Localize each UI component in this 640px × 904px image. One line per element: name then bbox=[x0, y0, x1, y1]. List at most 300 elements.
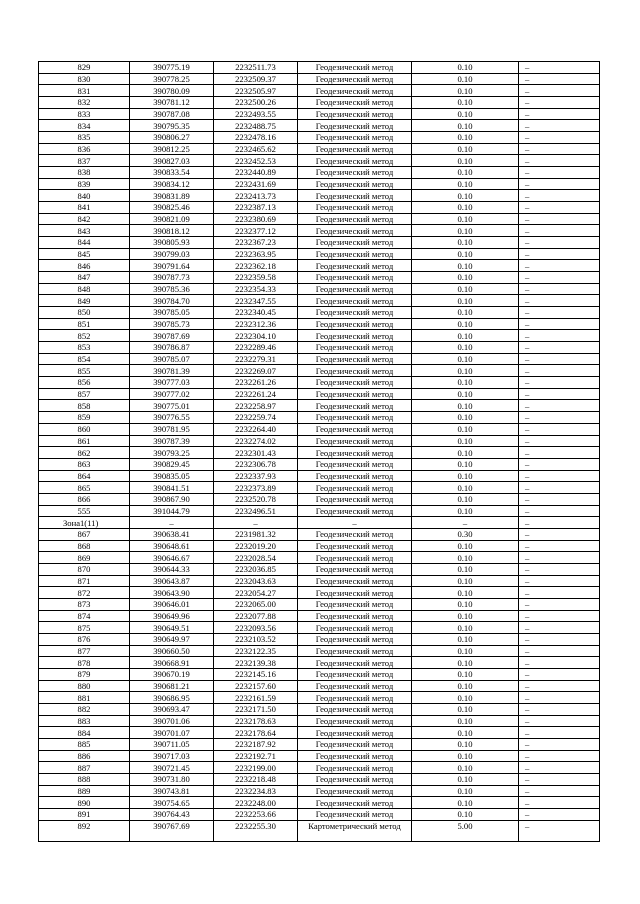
method-cell: Геодезический метод bbox=[298, 773, 412, 785]
x-coordinate-cell: 390785.05 bbox=[130, 307, 214, 319]
description-cell: – bbox=[519, 750, 600, 762]
x-coordinate-cell: 390777.02 bbox=[130, 388, 214, 400]
x-coordinate-cell: 390791.64 bbox=[130, 260, 214, 272]
y-coordinate-cell: 2232431.69 bbox=[214, 178, 298, 190]
table-row bbox=[39, 598, 600, 610]
table-row bbox=[39, 190, 600, 202]
point-number-cell: 555 bbox=[39, 505, 130, 517]
accuracy-cell: 0.10 bbox=[412, 610, 519, 622]
x-coordinate-cell: 390818.12 bbox=[130, 225, 214, 237]
method-cell: Геодезический метод bbox=[298, 645, 412, 657]
point-number-cell: 865 bbox=[39, 482, 130, 494]
x-coordinate-cell: 390806.27 bbox=[130, 132, 214, 144]
x-coordinate-cell: 390648.61 bbox=[130, 540, 214, 552]
y-coordinate-cell: 2232258.97 bbox=[214, 400, 298, 412]
method-cell: Геодезический метод bbox=[298, 295, 412, 307]
description-cell: – bbox=[519, 809, 600, 821]
table-body bbox=[39, 62, 600, 842]
y-coordinate-cell: 2232161.59 bbox=[214, 692, 298, 704]
description-cell: – bbox=[519, 482, 600, 494]
description-cell: – bbox=[519, 307, 600, 319]
x-coordinate-cell: 390670.19 bbox=[130, 668, 214, 680]
point-number-cell: 852 bbox=[39, 330, 130, 342]
y-coordinate-cell: 2232274.02 bbox=[214, 435, 298, 447]
point-number-cell: 859 bbox=[39, 412, 130, 424]
accuracy-cell: 0.10 bbox=[412, 773, 519, 785]
description-cell: – bbox=[519, 388, 600, 400]
point-number-cell: 874 bbox=[39, 610, 130, 622]
method-cell: Геодезический метод bbox=[298, 190, 412, 202]
x-coordinate-cell: 390775.01 bbox=[130, 400, 214, 412]
point-number-cell: 830 bbox=[39, 73, 130, 85]
table-row bbox=[39, 132, 600, 144]
accuracy-cell: 0.10 bbox=[412, 178, 519, 190]
y-coordinate-cell: 2232362.18 bbox=[214, 260, 298, 272]
method-cell: Геодезический метод bbox=[298, 528, 412, 540]
description-cell: – bbox=[519, 447, 600, 459]
table-row bbox=[39, 412, 600, 424]
description-cell: – bbox=[519, 202, 600, 214]
x-coordinate-cell: 390781.39 bbox=[130, 365, 214, 377]
description-cell: – bbox=[519, 108, 600, 120]
point-number-cell: 837 bbox=[39, 155, 130, 167]
description-cell: – bbox=[519, 423, 600, 435]
point-number-cell: 845 bbox=[39, 248, 130, 260]
method-cell: Геодезический метод bbox=[298, 575, 412, 587]
method-cell: Геодезический метод bbox=[298, 435, 412, 447]
point-number-cell: 856 bbox=[39, 377, 130, 389]
y-coordinate-cell: 2232306.78 bbox=[214, 458, 298, 470]
y-coordinate-cell: 2232077.88 bbox=[214, 610, 298, 622]
method-cell: Геодезический метод bbox=[298, 85, 412, 97]
accuracy-cell: 0.10 bbox=[412, 715, 519, 727]
method-cell: Геодезический метод bbox=[298, 108, 412, 120]
x-coordinate-cell: 390787.39 bbox=[130, 435, 214, 447]
method-cell: Геодезический метод bbox=[298, 750, 412, 762]
table-row bbox=[39, 528, 600, 540]
y-coordinate-cell: 2232413.73 bbox=[214, 190, 298, 202]
point-number-cell: 890 bbox=[39, 797, 130, 809]
x-coordinate-cell: 390835.05 bbox=[130, 470, 214, 482]
accuracy-cell: 0.10 bbox=[412, 400, 519, 412]
accuracy-cell: 0.10 bbox=[412, 587, 519, 599]
point-number-cell: 861 bbox=[39, 435, 130, 447]
description-cell: – bbox=[519, 353, 600, 365]
point-number-cell: 847 bbox=[39, 272, 130, 284]
accuracy-cell: 0.10 bbox=[412, 692, 519, 704]
table-row bbox=[39, 470, 600, 482]
accuracy-cell: 0.10 bbox=[412, 797, 519, 809]
description-cell: – bbox=[519, 435, 600, 447]
x-coordinate-cell: 390780.09 bbox=[130, 85, 214, 97]
description-cell: – bbox=[519, 703, 600, 715]
table-row bbox=[39, 692, 600, 704]
y-coordinate-cell: 2232289.46 bbox=[214, 342, 298, 354]
table-row bbox=[39, 202, 600, 214]
description-cell: – bbox=[519, 97, 600, 109]
description-cell: – bbox=[519, 668, 600, 680]
accuracy-cell: 0.10 bbox=[412, 330, 519, 342]
accuracy-cell: – bbox=[412, 517, 519, 529]
method-cell: Геодезический метод bbox=[298, 225, 412, 237]
point-number-cell: 873 bbox=[39, 598, 130, 610]
method-cell: Геодезический метод bbox=[298, 657, 412, 669]
description-cell: – bbox=[519, 132, 600, 144]
y-coordinate-cell: 2232178.64 bbox=[214, 727, 298, 739]
x-coordinate-cell: 390767.69 bbox=[130, 820, 214, 841]
table-row bbox=[39, 505, 600, 517]
y-coordinate-cell: 2232520.78 bbox=[214, 493, 298, 505]
method-cell: Геодезический метод bbox=[298, 505, 412, 517]
description-cell: – bbox=[519, 342, 600, 354]
y-coordinate-cell: 2232199.00 bbox=[214, 762, 298, 774]
x-coordinate-cell: 390833.54 bbox=[130, 167, 214, 179]
table-row bbox=[39, 295, 600, 307]
accuracy-cell: 0.10 bbox=[412, 295, 519, 307]
accuracy-cell: 0.10 bbox=[412, 657, 519, 669]
accuracy-cell: 0.10 bbox=[412, 377, 519, 389]
description-cell: – bbox=[519, 820, 600, 841]
accuracy-cell: 0.10 bbox=[412, 762, 519, 774]
y-coordinate-cell: 2232145.16 bbox=[214, 668, 298, 680]
x-coordinate-cell: 390649.96 bbox=[130, 610, 214, 622]
y-coordinate-cell: 2232488.75 bbox=[214, 120, 298, 132]
method-cell: Геодезический метод bbox=[298, 365, 412, 377]
method-cell: Геодезический метод bbox=[298, 587, 412, 599]
x-coordinate-cell: 390644.33 bbox=[130, 563, 214, 575]
point-number-cell: 868 bbox=[39, 540, 130, 552]
table-row bbox=[39, 622, 600, 634]
table-row bbox=[39, 750, 600, 762]
x-coordinate-cell: 390795.35 bbox=[130, 120, 214, 132]
accuracy-cell: 0.10 bbox=[412, 633, 519, 645]
description-cell: – bbox=[519, 283, 600, 295]
point-number-cell: 857 bbox=[39, 388, 130, 400]
point-number-cell: 882 bbox=[39, 703, 130, 715]
y-coordinate-cell: 2232122.35 bbox=[214, 645, 298, 657]
method-cell: Геодезический метод bbox=[298, 237, 412, 249]
x-coordinate-cell: 390786.87 bbox=[130, 342, 214, 354]
point-number-cell: 844 bbox=[39, 237, 130, 249]
table-row bbox=[39, 248, 600, 260]
table-row bbox=[39, 493, 600, 505]
accuracy-cell: 0.10 bbox=[412, 260, 519, 272]
y-coordinate-cell: 2232312.36 bbox=[214, 318, 298, 330]
table-row bbox=[39, 563, 600, 575]
y-coordinate-cell: 2232367.23 bbox=[214, 237, 298, 249]
accuracy-cell: 0.10 bbox=[412, 248, 519, 260]
point-number-cell: 836 bbox=[39, 143, 130, 155]
description-cell: – bbox=[519, 248, 600, 260]
y-coordinate-cell: 2232261.26 bbox=[214, 377, 298, 389]
x-coordinate-cell: 390787.69 bbox=[130, 330, 214, 342]
x-coordinate-cell: 390867.90 bbox=[130, 493, 214, 505]
method-cell: Геодезический метод bbox=[298, 388, 412, 400]
accuracy-cell: 0.10 bbox=[412, 318, 519, 330]
accuracy-cell: 0.10 bbox=[412, 62, 519, 74]
method-cell: Геодезический метод bbox=[298, 540, 412, 552]
x-coordinate-cell: 390787.08 bbox=[130, 108, 214, 120]
y-coordinate-cell: 2232261.24 bbox=[214, 388, 298, 400]
description-cell: – bbox=[519, 692, 600, 704]
description-cell: – bbox=[519, 213, 600, 225]
table-row bbox=[39, 423, 600, 435]
point-number-cell: 892 bbox=[39, 820, 130, 841]
point-number-cell: 846 bbox=[39, 260, 130, 272]
table-row bbox=[39, 353, 600, 365]
method-cell: Геодезический метод bbox=[298, 727, 412, 739]
method-cell: Геодезический метод bbox=[298, 563, 412, 575]
x-coordinate-cell: 390799.03 bbox=[130, 248, 214, 260]
description-cell: – bbox=[519, 575, 600, 587]
accuracy-cell: 0.10 bbox=[412, 120, 519, 132]
y-coordinate-cell: 2232380.69 bbox=[214, 213, 298, 225]
x-coordinate-cell: 390701.07 bbox=[130, 727, 214, 739]
y-coordinate-cell: 2232452.53 bbox=[214, 155, 298, 167]
method-cell: Геодезический метод bbox=[298, 143, 412, 155]
description-cell: – bbox=[519, 797, 600, 809]
method-cell: Геодезический метод bbox=[298, 272, 412, 284]
y-coordinate-cell: 2232511.73 bbox=[214, 62, 298, 74]
description-cell: – bbox=[519, 155, 600, 167]
accuracy-cell: 0.10 bbox=[412, 563, 519, 575]
description-cell: – bbox=[519, 727, 600, 739]
y-coordinate-cell: 2232304.10 bbox=[214, 330, 298, 342]
point-number-cell: 884 bbox=[39, 727, 130, 739]
description-cell: – bbox=[519, 493, 600, 505]
x-coordinate-cell: 390775.19 bbox=[130, 62, 214, 74]
description-cell: – bbox=[519, 73, 600, 85]
y-coordinate-cell: 2232234.83 bbox=[214, 785, 298, 797]
description-cell: – bbox=[519, 517, 600, 529]
point-number-cell: 838 bbox=[39, 167, 130, 179]
table-row bbox=[39, 225, 600, 237]
table-row bbox=[39, 645, 600, 657]
y-coordinate-cell: 2232269.07 bbox=[214, 365, 298, 377]
point-number-cell: 881 bbox=[39, 692, 130, 704]
x-coordinate-cell: 390743.81 bbox=[130, 785, 214, 797]
method-cell: Геодезический метод bbox=[298, 330, 412, 342]
y-coordinate-cell: 2232279.31 bbox=[214, 353, 298, 365]
accuracy-cell: 0.10 bbox=[412, 540, 519, 552]
method-cell: Геодезический метод bbox=[298, 62, 412, 74]
method-cell: Геодезический метод bbox=[298, 353, 412, 365]
y-coordinate-cell: 2232340.45 bbox=[214, 307, 298, 319]
y-coordinate-cell: 2232478.16 bbox=[214, 132, 298, 144]
x-coordinate-cell: 390781.12 bbox=[130, 97, 214, 109]
method-cell: Геодезический метод bbox=[298, 470, 412, 482]
table-row bbox=[39, 120, 600, 132]
y-coordinate-cell: 2232093.56 bbox=[214, 622, 298, 634]
method-cell: Геодезический метод bbox=[298, 598, 412, 610]
description-cell: – bbox=[519, 622, 600, 634]
accuracy-cell: 0.10 bbox=[412, 202, 519, 214]
point-number-cell: 871 bbox=[39, 575, 130, 587]
accuracy-cell: 0.10 bbox=[412, 598, 519, 610]
description-cell: – bbox=[519, 377, 600, 389]
y-coordinate-cell: 2232359.58 bbox=[214, 272, 298, 284]
table-row bbox=[39, 657, 600, 669]
description-cell: – bbox=[519, 412, 600, 424]
x-coordinate-cell: 390686.95 bbox=[130, 692, 214, 704]
point-number-cell: 854 bbox=[39, 353, 130, 365]
accuracy-cell: 0.10 bbox=[412, 750, 519, 762]
method-cell: Геодезический метод bbox=[298, 260, 412, 272]
table-row bbox=[39, 820, 600, 841]
y-coordinate-cell: 2231981.32 bbox=[214, 528, 298, 540]
description-cell: – bbox=[519, 633, 600, 645]
accuracy-cell: 0.10 bbox=[412, 388, 519, 400]
point-number-cell: 842 bbox=[39, 213, 130, 225]
table-row bbox=[39, 85, 600, 97]
accuracy-cell: 0.10 bbox=[412, 727, 519, 739]
x-coordinate-cell: 390785.36 bbox=[130, 283, 214, 295]
point-number-cell: 841 bbox=[39, 202, 130, 214]
accuracy-cell: 0.10 bbox=[412, 155, 519, 167]
x-coordinate-cell: 390829.45 bbox=[130, 458, 214, 470]
y-coordinate-cell: 2232054.27 bbox=[214, 587, 298, 599]
x-coordinate-cell: 390731.80 bbox=[130, 773, 214, 785]
point-number-cell: 872 bbox=[39, 587, 130, 599]
point-number-cell: 883 bbox=[39, 715, 130, 727]
method-cell: Картометрический метод bbox=[298, 820, 412, 841]
accuracy-cell: 0.10 bbox=[412, 785, 519, 797]
description-cell: – bbox=[519, 272, 600, 284]
y-coordinate-cell: 2232496.51 bbox=[214, 505, 298, 517]
table-row bbox=[39, 633, 600, 645]
method-cell: Геодезический метод bbox=[298, 155, 412, 167]
x-coordinate-cell: 390711.05 bbox=[130, 738, 214, 750]
table-row bbox=[39, 73, 600, 85]
point-number-cell: 853 bbox=[39, 342, 130, 354]
accuracy-cell: 0.10 bbox=[412, 307, 519, 319]
y-coordinate-cell: 2232028.54 bbox=[214, 552, 298, 564]
x-coordinate-cell: 390693.47 bbox=[130, 703, 214, 715]
accuracy-cell: 0.10 bbox=[412, 365, 519, 377]
x-coordinate-cell: 390646.01 bbox=[130, 598, 214, 610]
point-number-cell: 891 bbox=[39, 809, 130, 821]
description-cell: – bbox=[519, 563, 600, 575]
y-coordinate-cell: 2232259.74 bbox=[214, 412, 298, 424]
accuracy-cell: 0.10 bbox=[412, 225, 519, 237]
x-coordinate-cell: 390643.87 bbox=[130, 575, 214, 587]
description-cell: – bbox=[519, 190, 600, 202]
x-coordinate-cell: 390668.91 bbox=[130, 657, 214, 669]
method-cell: Геодезический метод bbox=[298, 785, 412, 797]
point-number-cell: 867 bbox=[39, 528, 130, 540]
y-coordinate-cell: 2232103.52 bbox=[214, 633, 298, 645]
point-number-cell: 866 bbox=[39, 493, 130, 505]
x-coordinate-cell: 390643.90 bbox=[130, 587, 214, 599]
x-coordinate-cell: 390776.55 bbox=[130, 412, 214, 424]
table-row bbox=[39, 482, 600, 494]
table-row bbox=[39, 435, 600, 447]
y-coordinate-cell: 2232218.48 bbox=[214, 773, 298, 785]
x-coordinate-cell: 390812.25 bbox=[130, 143, 214, 155]
description-cell: – bbox=[519, 143, 600, 155]
description-cell: – bbox=[519, 85, 600, 97]
x-coordinate-cell: 390785.07 bbox=[130, 353, 214, 365]
description-cell: – bbox=[519, 645, 600, 657]
y-coordinate-cell: 2232264.40 bbox=[214, 423, 298, 435]
point-number-cell: 833 bbox=[39, 108, 130, 120]
point-number-cell: 888 bbox=[39, 773, 130, 785]
description-cell: – bbox=[519, 552, 600, 564]
method-cell: Геодезический метод bbox=[298, 213, 412, 225]
point-number-cell: 862 bbox=[39, 447, 130, 459]
description-cell: – bbox=[519, 260, 600, 272]
y-coordinate-cell: 2232373.89 bbox=[214, 482, 298, 494]
method-cell: Геодезический метод bbox=[298, 610, 412, 622]
description-cell: – bbox=[519, 167, 600, 179]
point-number-cell: 834 bbox=[39, 120, 130, 132]
description-cell: – bbox=[519, 540, 600, 552]
x-coordinate-cell: 390821.09 bbox=[130, 213, 214, 225]
y-coordinate-cell: 2232192.71 bbox=[214, 750, 298, 762]
table-row bbox=[39, 97, 600, 109]
description-cell: – bbox=[519, 785, 600, 797]
point-number-cell: 831 bbox=[39, 85, 130, 97]
description-cell: – bbox=[519, 470, 600, 482]
table-row bbox=[39, 517, 600, 529]
accuracy-cell: 5.00 bbox=[412, 820, 519, 841]
method-cell: Геодезический метод bbox=[298, 809, 412, 821]
table-row bbox=[39, 318, 600, 330]
table-row bbox=[39, 143, 600, 155]
point-number-cell: 835 bbox=[39, 132, 130, 144]
x-coordinate-cell: 390649.51 bbox=[130, 622, 214, 634]
method-cell: Геодезический метод bbox=[298, 318, 412, 330]
method-cell: Геодезический метод bbox=[298, 178, 412, 190]
y-coordinate-cell: 2232255.30 bbox=[214, 820, 298, 841]
y-coordinate-cell: 2232337.93 bbox=[214, 470, 298, 482]
x-coordinate-cell: 390805.93 bbox=[130, 237, 214, 249]
table-row bbox=[39, 809, 600, 821]
point-number-cell: 850 bbox=[39, 307, 130, 319]
table-row bbox=[39, 237, 600, 249]
method-cell: Геодезический метод bbox=[298, 307, 412, 319]
accuracy-cell: 0.10 bbox=[412, 738, 519, 750]
method-cell: Геодезический метод bbox=[298, 458, 412, 470]
y-coordinate-cell: 2232377.12 bbox=[214, 225, 298, 237]
accuracy-cell: 0.10 bbox=[412, 703, 519, 715]
accuracy-cell: 0.30 bbox=[412, 528, 519, 540]
y-coordinate-cell: 2232363.95 bbox=[214, 248, 298, 260]
description-cell: – bbox=[519, 610, 600, 622]
description-cell: – bbox=[519, 738, 600, 750]
table-row bbox=[39, 785, 600, 797]
table-row bbox=[39, 703, 600, 715]
accuracy-cell: 0.10 bbox=[412, 353, 519, 365]
description-cell: – bbox=[519, 458, 600, 470]
y-coordinate-cell: 2232253.66 bbox=[214, 809, 298, 821]
point-number-cell: Зона1(11) bbox=[39, 517, 130, 529]
point-number-cell: 851 bbox=[39, 318, 130, 330]
method-cell: Геодезический метод bbox=[298, 552, 412, 564]
accuracy-cell: 0.10 bbox=[412, 213, 519, 225]
table-row bbox=[39, 668, 600, 680]
method-cell: Геодезический метод bbox=[298, 692, 412, 704]
point-number-cell: 839 bbox=[39, 178, 130, 190]
y-coordinate-cell: 2232500.26 bbox=[214, 97, 298, 109]
x-coordinate-cell: 390754.65 bbox=[130, 797, 214, 809]
accuracy-cell: 0.10 bbox=[412, 143, 519, 155]
accuracy-cell: 0.10 bbox=[412, 167, 519, 179]
point-number-cell: 855 bbox=[39, 365, 130, 377]
accuracy-cell: 0.10 bbox=[412, 97, 519, 109]
point-number-cell: 832 bbox=[39, 97, 130, 109]
y-coordinate-cell: 2232465.62 bbox=[214, 143, 298, 155]
